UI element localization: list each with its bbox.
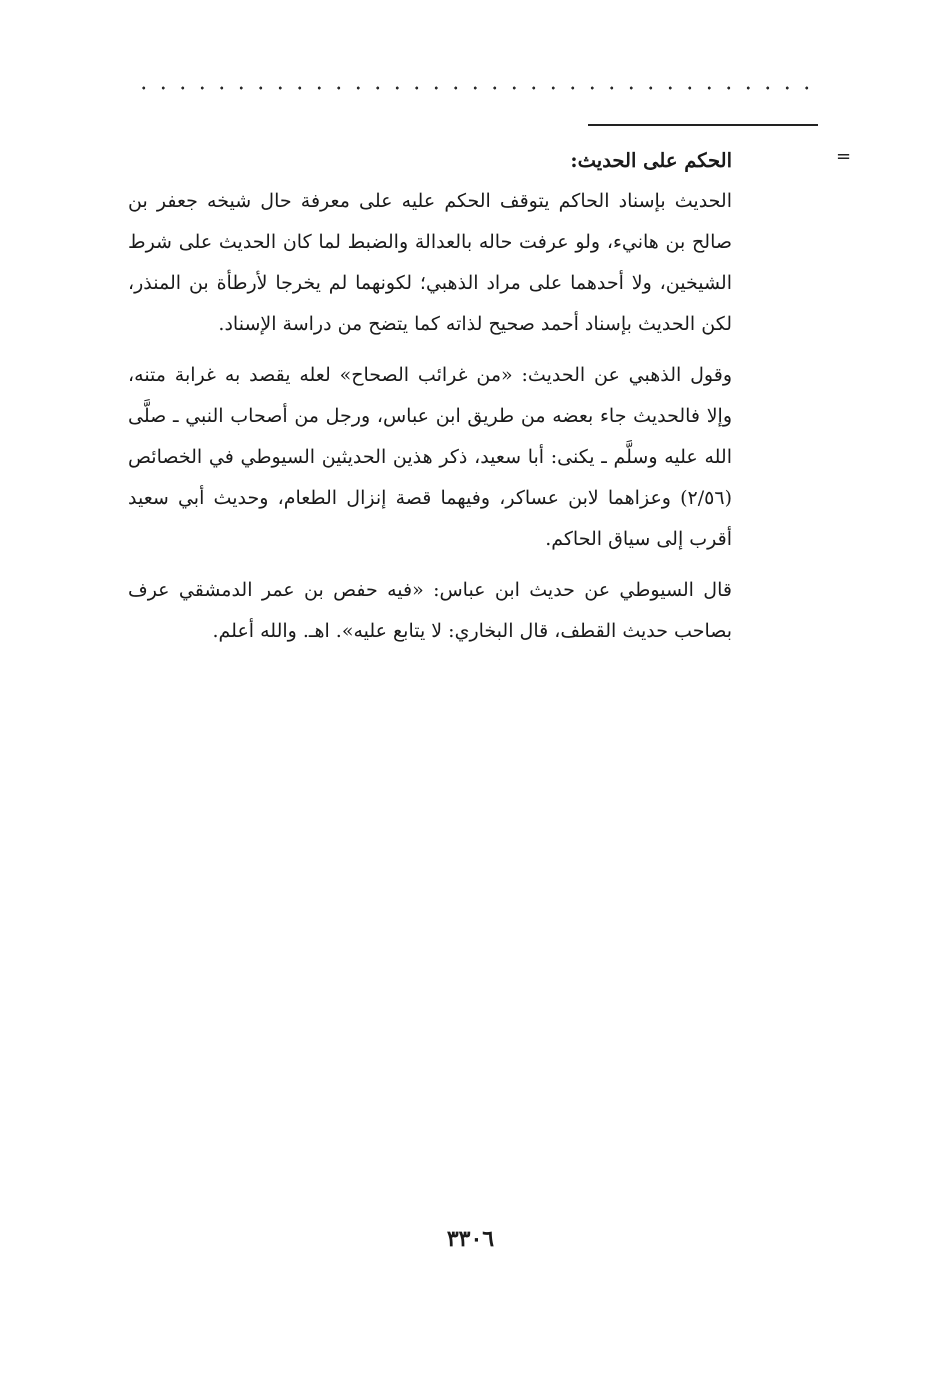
margin-mark: = <box>836 146 852 167</box>
dotted-separator <box>134 86 818 90</box>
paragraph-suyuti-quote: قال السيوطي عن حديث ابن عباس: «فيه حفص بن عمر الدمشقي عرف بصاحب حديث القطف، قال البخاري: لا يتابع عليه». اهـ. والله أعلم. <box>128 579 732 642</box>
paragraph-dhahabi-comment: وقول الذهبي عن الحديث: «من غرائب الصحاح» لعله يقصد به غرابة متنه، وإلا فالحديث جاء بعضه من طريق ابن عباس، ورجل من أصحاب النبي ـ صلَّى الله عليه وسلَّم ـ يكنى: أبا سعيد، ذكر هذين الحديثين السيوطي في الخصائص (٢/٥٦) وعزاهما لابن عساكر، وفيهما قصة إنزال الطعام، وحديث أبي سعيد أقرب إلى سياق الحاكم. <box>128 364 732 550</box>
page-number: ٣٣٠٦ <box>446 1226 495 1252</box>
main-text-block <box>128 140 732 662</box>
section-heading: الحكم على الحديث: <box>570 149 732 172</box>
section-rule <box>588 124 818 126</box>
paragraph-ruling: الحديث بإسناد الحاكم يتوقف الحكم عليه على معرفة حال شيخه جعفر بن صالح بن هانيء، ولو عرفت حاله بالعدالة والضبط لما كان الحديث على شرط الشيخين، ولا أحدهما على مراد الذهبي؛ لكونهما لم يخرجا لأرطأة بن المنذر، لكن الحديث بإسناد أحمد صحيح لذاته كما يتضح من دراسة الإسناد. <box>128 190 732 335</box>
